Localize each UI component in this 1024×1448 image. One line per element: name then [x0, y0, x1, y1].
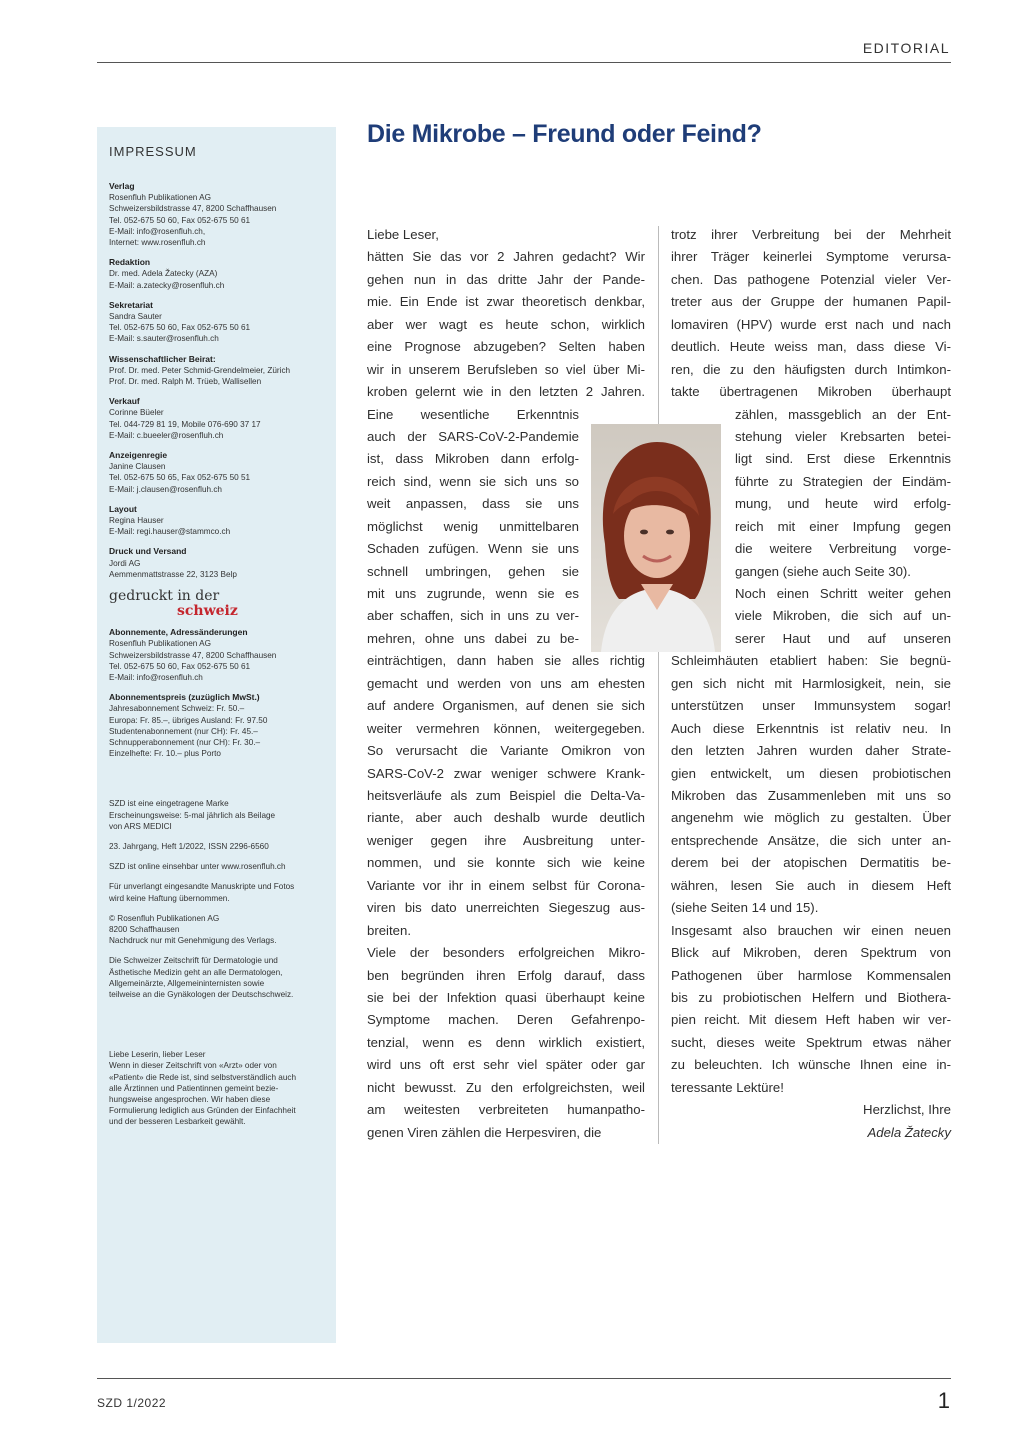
impressum-line: E-Mail: j.clausen@rosenfluh.ch [109, 484, 222, 494]
impressum-block-heading: Redaktion [109, 257, 151, 268]
impressum-line: Europa: Fr. 85.–, übriges Ausland: Fr. 97.50 [109, 715, 268, 725]
impressum-line: Jahresabonnement Schweiz: Fr. 50.– [109, 704, 245, 714]
impressum-paragraph [109, 841, 324, 852]
impressum-line: Jordi AG [109, 558, 141, 568]
article-line: Eine wesentliche Erkenntnis [367, 406, 579, 422]
impressum-line: E-Mail: regi.hauser@stammco.ch [109, 527, 231, 537]
article-line: mie. Ein Ende ist zwar theoretisch denkbar, [367, 294, 645, 310]
article-line: schnell umbringen, gehen sie [367, 563, 579, 579]
impressum-line: © Rosenfluh Publikationen AG [109, 913, 220, 923]
article-line: pien reicht. Mit diesem Heft haben wir ver- [671, 1012, 951, 1028]
reader-note-line: alle Ärztinnen und Patientinnen gemeint bezie- [109, 1083, 279, 1093]
article-line: Symptome machen. Deren Gefahrenpo- [367, 1012, 645, 1028]
article-line: weit anpassen, dass sie uns [367, 496, 579, 512]
impressum-block-heading: Wissenschaftlicher Beirat: [109, 353, 216, 364]
article-line: angenehm wie möglich zu gestalten. Über [671, 810, 951, 826]
article-line: reich sind, wenn sie sich uns so [367, 473, 579, 489]
article-line: Variante vor ihr in einem selbst für Corona- [367, 877, 645, 893]
impressum-line: Tel. 052-675 50 60, Fax 052-675 50 61 [109, 661, 251, 671]
impressum-line: E-Mail: c.bueeler@rosenfluh.ch [109, 430, 224, 440]
impressum-block-heading: Verkauf [109, 396, 140, 407]
article-line: aber wer wagt es heute schon, wirklich [367, 316, 645, 332]
article-line: hätten Sie das vor 2 Jahren gedacht? Wir [367, 249, 645, 265]
article-line: Herzlichst, Ihre [863, 1102, 951, 1118]
reader-note-line: Formulierung lediglich aus Gründen der Einfachheit [109, 1106, 296, 1116]
impressum-line: Erscheinungsweise: 5-mal jährlich als Beilage [109, 810, 276, 820]
article-line: unterstützen unser Immunsystem sogar! [671, 698, 951, 714]
impressum-block [109, 257, 324, 291]
footer-rule [97, 1378, 951, 1379]
impressum-paragraph [109, 861, 324, 872]
article-line: möglichst wenig unmittelbaren [367, 518, 579, 534]
article-line: reich mit einer Impfung gegen [735, 518, 951, 534]
reader-note [109, 1049, 324, 1127]
article-line: So verursacht die Variante Omikron von [367, 743, 645, 759]
article-line: tenzial, wenn es denn wirklich existiert, [367, 1034, 645, 1050]
article-line: derem bei der atopischen Dermatitis be- [671, 855, 951, 871]
impressum-block-heading: Druck und Versand [109, 546, 187, 557]
article-line: Noch einen Schritt weiter gehen [735, 586, 951, 602]
issue-label: SZD 1/2022 [97, 1396, 167, 1410]
article-line: die weitere Verbreitung vorge- [735, 541, 951, 557]
impressum-line: Tel. 052-675 50 60, Fax 052-675 50 61 [109, 215, 251, 225]
article-line: Adela Žatecky [867, 1124, 951, 1140]
impressum-block [109, 692, 324, 759]
article-line: gehen nun in das dritte Jahr der Pande- [367, 271, 645, 287]
article-line: treter aus der Gruppe der humanen Papil- [671, 294, 951, 310]
article-line: entsprechende Ansätze, die sich unter an- [671, 832, 951, 848]
article-line: aber schaffen, sich in uns zu ver- [367, 608, 579, 624]
impressum-line: wird keine Haftung übernommen. [109, 893, 230, 903]
article-line: Liebe Leser, [367, 227, 439, 242]
impressum-line: Ästhetische Medizin geht an alle Dermatologen, [109, 967, 283, 977]
article-line: einträchtigen, dann haben sie alles richtig [367, 653, 645, 669]
section-label: EDITORIAL [862, 40, 950, 56]
article-line: Mikroben das Zusammenleben mit uns so [671, 788, 951, 803]
impressum-block [109, 450, 324, 495]
impressum-block-heading: Sekretariat [109, 299, 153, 310]
article-line: wird uns oft erst sehr viel später oder gar [367, 1057, 645, 1073]
impressum-line: SZD ist eine eingetragene Marke [109, 799, 229, 809]
article-line: chen. Das pathogene Potenzial vieler Ver- [671, 271, 951, 287]
impressum-line: E-Mail: info@rosenfluh.ch [109, 672, 203, 682]
article-line: (siehe Seiten 14 und 15). [671, 900, 819, 916]
article-line: den letzten Jahren wurden daher Strate- [671, 743, 951, 759]
logo-line-2: schweiz [177, 603, 238, 620]
header-rule [97, 62, 951, 63]
article-line: Auch diese Erkenntnis ist relativ neu. In [671, 720, 951, 736]
article-line: breiten. [367, 922, 411, 938]
article-line: trotz ihrer Verbreitung bei der Mehrheit [671, 227, 951, 242]
article-line: Schleimhäuten etabliert haben: Sie begnü- [671, 653, 951, 669]
impressum-title: IMPRESSUM [109, 144, 197, 159]
impressum-block [109, 300, 324, 345]
article-line: mung, und heute wird erfolg- [735, 496, 951, 512]
impressum-line: SZD ist online einsehbar unter www.rosenfluh.ch [109, 862, 286, 872]
article-line: lomaviren (HPV) wurde erst nach und nach [671, 316, 951, 332]
article-line: währen, lesen Sie auch in diesem Heft [671, 877, 951, 893]
article-line: deutlich. Heute weiss man, dass diese Vi- [671, 339, 951, 355]
impressum-line: Dr. med. Adela Žatecky (AZA) [109, 269, 218, 279]
article-line: gien entwickelt, um diesen probiotischen [671, 765, 951, 781]
article-line: Schaden zufügen. Wenn sie uns [367, 541, 579, 557]
article-line: zu beleuchten. Ich wünsche Ihnen eine in- [671, 1057, 951, 1073]
reader-note-line: und der besseren Lesbarkeit gewählt. [109, 1117, 246, 1127]
article-line: ben begründen ihren Erfolg darauf, dass [367, 967, 645, 983]
impressum-line: 23. Jahrgang, Heft 1/2022, ISSN 2296-6560 [109, 841, 269, 851]
impressum-line: Schweizersbildstrasse 47, 8200 Schaffhausen [109, 204, 277, 214]
article-line: nicht bewusst. Zu den erfolgreichsten, weil [367, 1079, 645, 1095]
impressum-line: Tel. 052-675 50 60, Fax 052-675 50 61 [109, 323, 251, 333]
impressum-block [109, 396, 324, 441]
article-line: weniger gegen ihre Ausbreitung unter- [367, 832, 645, 848]
impressum-line: Prof. Dr. med. Ralph M. Trüeb, Wallisellen [109, 377, 262, 387]
reader-note-line: Liebe Leserin, lieber Leser [109, 1050, 206, 1060]
author-photo [591, 424, 721, 652]
article-line: riante, aber auch deshalb wurde deutlich [367, 810, 645, 826]
impressum-block-heading: Verlag [109, 181, 135, 191]
article-line: gangen (siehe auch Seite 30). [735, 563, 911, 579]
impressum-line: Rosenfluh Publikationen AG [109, 639, 211, 649]
article-line: teressante Lektüre! [671, 1079, 784, 1095]
impressum-paragraph [109, 881, 324, 903]
reader-note-line: Wenn in dieser Zeitschrift von «Arzt» oder von [109, 1061, 277, 1071]
impressum-line: Internet: www.rosenfluh.ch [109, 238, 206, 248]
article-title: Die Mikrobe – Freund oder Feind? [367, 120, 762, 148]
impressum-line: von ARS MEDICI [109, 821, 172, 831]
impressum-line: Corinne Büeler [109, 408, 164, 418]
article-line: bis zu probiotischen Helfern und Biothera- [671, 989, 951, 1005]
impressum-line: Regina Hauser [109, 516, 164, 526]
article-line: Insgesamt also brauchen wir einen neuen [671, 922, 951, 938]
impressum-line: Schnupperabonnement (nur CH): Fr. 30.– [109, 737, 261, 747]
article-line: Viele der besonders erfolgreichen Mikro- [367, 945, 645, 961]
impressum-line: Schweizersbildstrasse 47, 8200 Schaffhausen [109, 650, 277, 660]
impressum-line: Prof. Dr. med. Peter Schmid-Grendelmeier, Zürich [109, 365, 291, 375]
article-line: viren bis dato unerreichten Siegeszug aus- [367, 900, 645, 916]
article-line: ihrer Träger keinerlei Symptome verursa- [671, 249, 951, 265]
article-line: SARS-CoV-2 zwar weniger schwere Krank- [367, 765, 645, 781]
impressum-line: E-Mail: s.sauter@rosenfluh.ch [109, 334, 219, 344]
impressum-line: Tel. 052-675 50 65, Fax 052-675 50 51 [109, 473, 251, 483]
article-line: genen Viren zählen die Herpesviren, die [367, 1124, 602, 1140]
article-line: ist, dass Mikroben dann erfolg- [367, 451, 579, 467]
impressum-line: Rosenfluh Publikationen AG [109, 193, 211, 203]
impressum-line: Nachdruck nur mit Genehmigung des Verlags. [109, 936, 277, 946]
impressum-block [109, 504, 324, 538]
article-line: gemacht und werden von uns am ehesten [367, 675, 645, 691]
impressum-line: Die Schweizer Zeitschrift für Dermatologie und [109, 956, 278, 966]
article-line: zählen, massgeblich an der Ent- [735, 406, 951, 422]
logo-line-1: gedruckt in der [109, 588, 220, 605]
article-line: takte übertragenen Mikroben überhaupt [671, 384, 951, 400]
article-line: serer Haut und auf unseren [735, 630, 951, 646]
impressum-line: Tel. 044-729 81 19, Mobile 076-690 37 17 [109, 419, 261, 429]
article-line: auf andere Organismen, auf denen sie sich [367, 698, 645, 714]
impressum-line: Sandra Sauter [109, 312, 162, 322]
reader-note-line: hungsweise angesprochen. Wir haben diese [109, 1094, 271, 1104]
article-line: ligt sind. Erst diese Erkenntnis [735, 451, 951, 467]
impressum-box [97, 127, 336, 1343]
impressum-paragraph [109, 913, 324, 947]
impressum-block-heading: Abonnemente, Adressänderungen [109, 627, 248, 638]
impressum-blocks [109, 181, 324, 580]
impressum-block [109, 354, 324, 388]
impressum-blocks-2 [109, 627, 324, 759]
article-line: wir in unserem Berufsleben so viel über Mi- [367, 361, 645, 377]
reader-note-line: «Patient» die Rede ist, sind selbstverständlich auch [109, 1072, 297, 1082]
page-number: 1 [937, 1388, 950, 1413]
impressum-line: Einzelhefte: Fr. 10.– plus Porto [109, 749, 221, 759]
impressum-block-heading: Anzeigenregie [109, 450, 168, 461]
impressum-line: E-Mail: a.zatecky@rosenfluh.ch [109, 280, 225, 290]
impressum-notes [109, 798, 324, 1000]
impressum-block [109, 546, 324, 580]
impressum-block [109, 627, 324, 683]
article-line: nommen, und sie konnte sich wie keine [367, 855, 645, 871]
impressum-line: Janine Clausen [109, 462, 166, 472]
article-line: eine Prognose abzugeben? Selten haben [367, 339, 645, 355]
impressum-line: Für unverlangt eingesandte Manuskripte und Fotos [109, 882, 295, 892]
article-line: auch der SARS-CoV-2-Pandemie [367, 428, 579, 444]
impressum-line: Allgemeinärzte, Allgemeininternisten sowie [109, 978, 265, 988]
impressum-line: E-Mail: info@rosenfluh.ch, [109, 226, 206, 236]
article-line: führte zu Strategien der Eindäm- [735, 473, 951, 489]
impressum-line: Studentenabonnement (nur CH): Fr. 45.– [109, 726, 258, 736]
impressum-paragraph [109, 955, 324, 1000]
impressum-line: teilweise an die Gynäkologen der Deutschschweiz. [109, 989, 294, 999]
article-line: mehren, ohne uns dabei zu be- [367, 630, 579, 646]
author-portrait-icon [591, 424, 721, 652]
article-line: sie bei der Infektion quasi überhaupt keine [367, 989, 645, 1005]
article-line: Pathogenen über harmlose Kommensalen [671, 967, 951, 983]
article-line: viele Mikroben, die sich auf un- [735, 608, 951, 624]
article-line: am weitesten verbreiteten humanpatho- [367, 1102, 645, 1118]
impressum-line: 8200 Schaffhausen [109, 924, 180, 934]
article-line: stehung vieler Krebsarten betei- [735, 428, 951, 444]
article-line: ren, die zu den häufigsten durch Intimkon- [671, 361, 951, 377]
article-line: mit uns zugrunde, wenn sie es [367, 586, 579, 602]
article-line: gen sich nicht mit Harmlosigkeit, nein, sie [671, 675, 951, 691]
article-line: sucht, dieses weite Spektrum etwas näher [671, 1034, 951, 1050]
impressum-paragraph [109, 798, 324, 832]
impressum-line: Aemmenmattstrasse 22, 3123 Belp [109, 569, 237, 579]
column-rule [658, 226, 659, 1144]
article-line: Blick auf Mikroben, deren Spektrum von [671, 945, 951, 961]
impressum-block-heading: Layout [109, 503, 137, 514]
article-line: kroben gelernt wie in den letzten 2 Jahren. [367, 384, 645, 400]
impressum-block [109, 181, 324, 248]
article-line: weiter vermehren können, weitergegeben. [367, 720, 645, 736]
impressum-block-heading: Abonnementspreis (zuzüglich MwSt.) [109, 692, 260, 703]
article-line: heitsverläufe als zum Beispiel die Delta-Va- [367, 788, 645, 803]
printed-in-switzerland-logo [109, 589, 324, 619]
